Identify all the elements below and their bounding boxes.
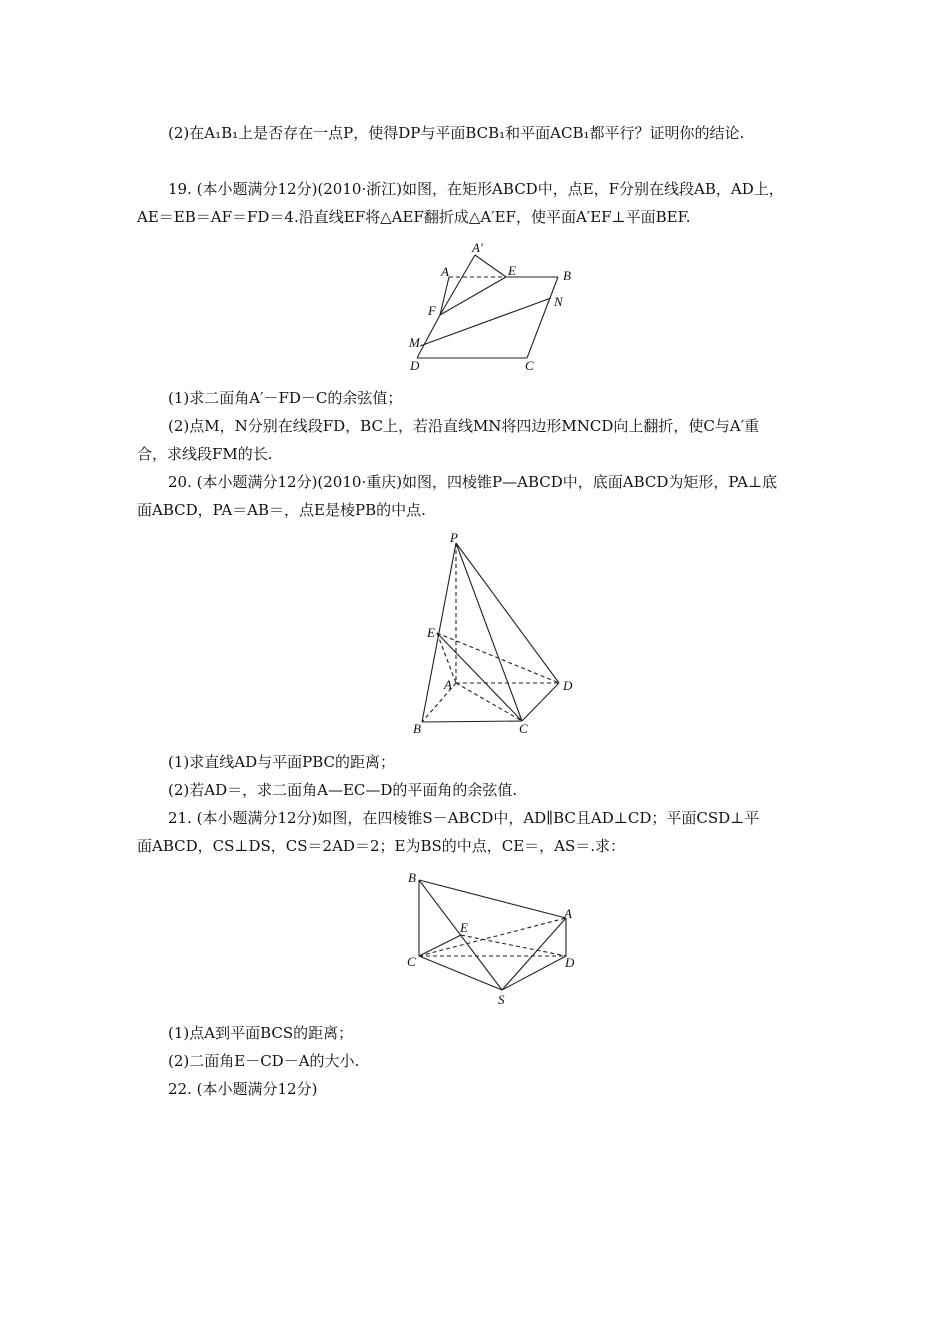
q20-part2: (2)若AD＝，求二面角A—EC—D的平面角的余弦值. (168, 781, 518, 799)
q21-part2: (2)二面角E－CD－A的大小. (168, 1052, 360, 1070)
fig21-label-S: S (498, 992, 505, 1007)
q20-stem-line2: 面ABCD，PA＝AB＝，点E是棱PB的中点. (137, 501, 426, 519)
fig19-label-N: N (554, 294, 563, 309)
q20-part1: (1)求直线AD与平面PBC的距离； (168, 753, 395, 771)
q21-part1: (1)点A到平面BCS的距离； (168, 1024, 354, 1042)
q20-stem-line1: 20. (本小题满分12分)(2010·重庆)如图，四棱锥P—ABCD中，底面ABCD为矩形，PA⊥底 (168, 473, 778, 491)
fig19-label-D: D (410, 358, 420, 373)
q22-stem: 22. (本小题满分12分) (168, 1080, 318, 1098)
fig19-label-B: B (563, 268, 571, 283)
fig19-label-A: A (441, 264, 449, 279)
fig21-label-E: E (460, 920, 468, 935)
fig19-label-M: M (409, 335, 420, 350)
fig21-label-C: C (407, 954, 416, 969)
fig20-label-D: D (563, 678, 573, 693)
figure-19-fold-rectangle (400, 238, 590, 376)
figure-21-pyramid (400, 866, 585, 1011)
fig20-label-A: A (444, 677, 452, 692)
q19-stem-line2: AE＝EB＝AF＝FD＝4.沿直线EF将△AEF翻折成△A′EF，使平面A′EF⊥平面BEF. (137, 208, 691, 226)
fig21-label-B: B (408, 870, 416, 885)
figure-20-pyramid (405, 530, 585, 740)
fig19-label-C: C (525, 358, 534, 373)
fig19-label-F: F (428, 303, 436, 318)
q18-part2: (2)在A₁B₁上是否存在一点P，使得DP与平面BCB₁和平面ACB₁都平行？证明你的结论. (168, 124, 745, 142)
q21-stem-line1: 21. (本小题满分12分)如图，在四棱锥S－ABCD中，AD∥BC且AD⊥CD；平面CSD⊥平 (168, 809, 760, 827)
fig19-label-E: E (508, 263, 516, 278)
fig21-label-A: A (564, 906, 572, 921)
fig20-label-B: B (413, 721, 421, 736)
q19-part1: (1)求二面角A′－FD－C的余弦值； (168, 389, 403, 407)
fig20-label-C: C (519, 721, 528, 736)
q19-stem-line1: 19. (本小题满分12分)(2010·浙江)如图，在矩形ABCD中，点E，F分别在线段AB，AD上， (168, 180, 784, 198)
q19-part2-line2: 合，求线段FM的长. (137, 445, 273, 463)
fig19-label-Ap: A′ (472, 240, 483, 255)
q21-stem-line2: 面ABCD，CS⊥DS，CS＝2AD＝2；E为BS的中点，CE＝，AS＝.求： (137, 837, 626, 855)
q19-part2-line1: (2)点M，N分别在线段FD，BC上，若沿直线MN将四边形MNCD向上翻折，使C与A′重 (168, 417, 760, 435)
fig20-label-P: P (450, 530, 458, 545)
fig21-label-D: D (565, 955, 575, 970)
fig20-label-E: E (427, 625, 435, 640)
